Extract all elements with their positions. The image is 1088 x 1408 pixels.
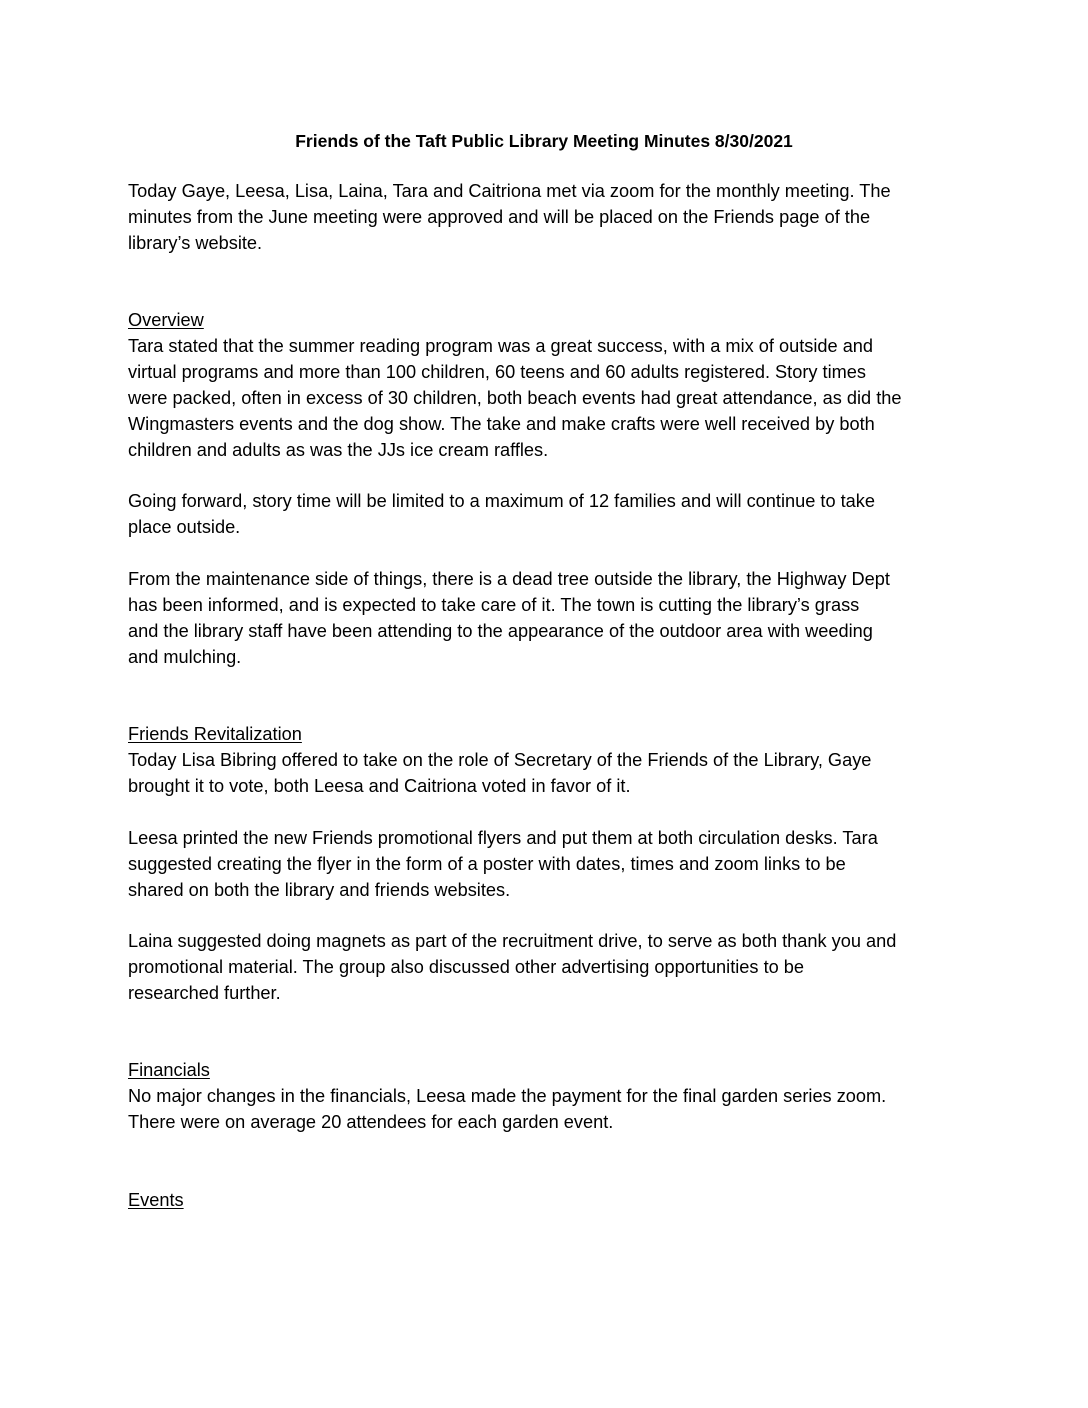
- text-line: Going forward, story time will be limited to a maximum of 12 families and will continue to take: [128, 491, 876, 511]
- text-line: Leesa printed the new Friends promotional flyers and put them at both circulation desks. Tara: [128, 828, 878, 848]
- section-heading-financials: Financials: [128, 1060, 210, 1080]
- text-line: minutes from the June meeting were approved and will be placed on the Friends page of the: [128, 207, 871, 227]
- text-line: Tara stated that the summer reading program was a great success, with a mix of outside and: [128, 336, 874, 356]
- text-line: virtual programs and more than 100 children, 60 teens and 60 adults registered. Story times: [128, 362, 867, 382]
- text-line: and mulching.: [128, 647, 242, 667]
- overview-paragraph-2: [128, 488, 968, 540]
- section-heading-overview: Overview: [128, 310, 204, 330]
- revitalization-paragraph-2: [128, 825, 968, 903]
- text-line: From the maintenance side of things, there is a dead tree outside the library, the Highway Dept: [128, 569, 890, 589]
- intro-paragraph: [128, 178, 968, 256]
- section-heading-events: Events: [128, 1190, 184, 1210]
- text-line: promotional material. The group also discussed other advertising opportunities to be: [128, 957, 805, 977]
- text-line: library’s website.: [128, 233, 263, 253]
- text-line: place outside.: [128, 517, 241, 537]
- text-line: Wingmasters events and the dog show. The take and make crafts were well received by both: [128, 414, 875, 434]
- text-line: has been informed, and is expected to take care of it. The town is cutting the library’s grass: [128, 595, 860, 615]
- text-line: and the library staff have been attending to the appearance of the outdoor area with weeding: [128, 621, 873, 641]
- revitalization-paragraph-1: [128, 747, 968, 799]
- section-heading-friends-revitalization: Friends Revitalization: [128, 724, 302, 744]
- financials-paragraph-1: [128, 1083, 968, 1135]
- text-line: There were on average 20 attendees for each garden event.: [128, 1112, 614, 1132]
- text-line: Laina suggested doing magnets as part of the recruitment drive, to serve as both thank you and: [128, 931, 897, 951]
- text-line: researched further.: [128, 983, 281, 1003]
- text-line: brought it to vote, both Leesa and Caitriona voted in favor of it.: [128, 776, 631, 796]
- overview-paragraph-1: [128, 333, 968, 463]
- text-line: suggested creating the flyer in the form of a poster with dates, times and zoom links to be: [128, 854, 846, 874]
- text-line: were packed, often in excess of 30 children, both beach events had great attendance, as did the: [128, 388, 902, 408]
- text-line: Today Lisa Bibring offered to take on the role of Secretary of the Friends of the Library, Gaye: [128, 750, 872, 770]
- text-line: Today Gaye, Leesa, Lisa, Laina, Tara and Caitriona met via zoom for the monthly meeting. The: [128, 181, 891, 201]
- overview-paragraph-3: [128, 566, 968, 670]
- text-line: No major changes in the financials, Leesa made the payment for the final garden series zoom.: [128, 1086, 887, 1106]
- text-line: children and adults as was the JJs ice cream raffles.: [128, 440, 549, 460]
- revitalization-paragraph-3: [128, 928, 968, 1006]
- document-title: Friends of the Taft Public Library Meeting Minutes 8/30/2021: [295, 131, 793, 151]
- text-line: shared on both the library and friends websites.: [128, 880, 511, 900]
